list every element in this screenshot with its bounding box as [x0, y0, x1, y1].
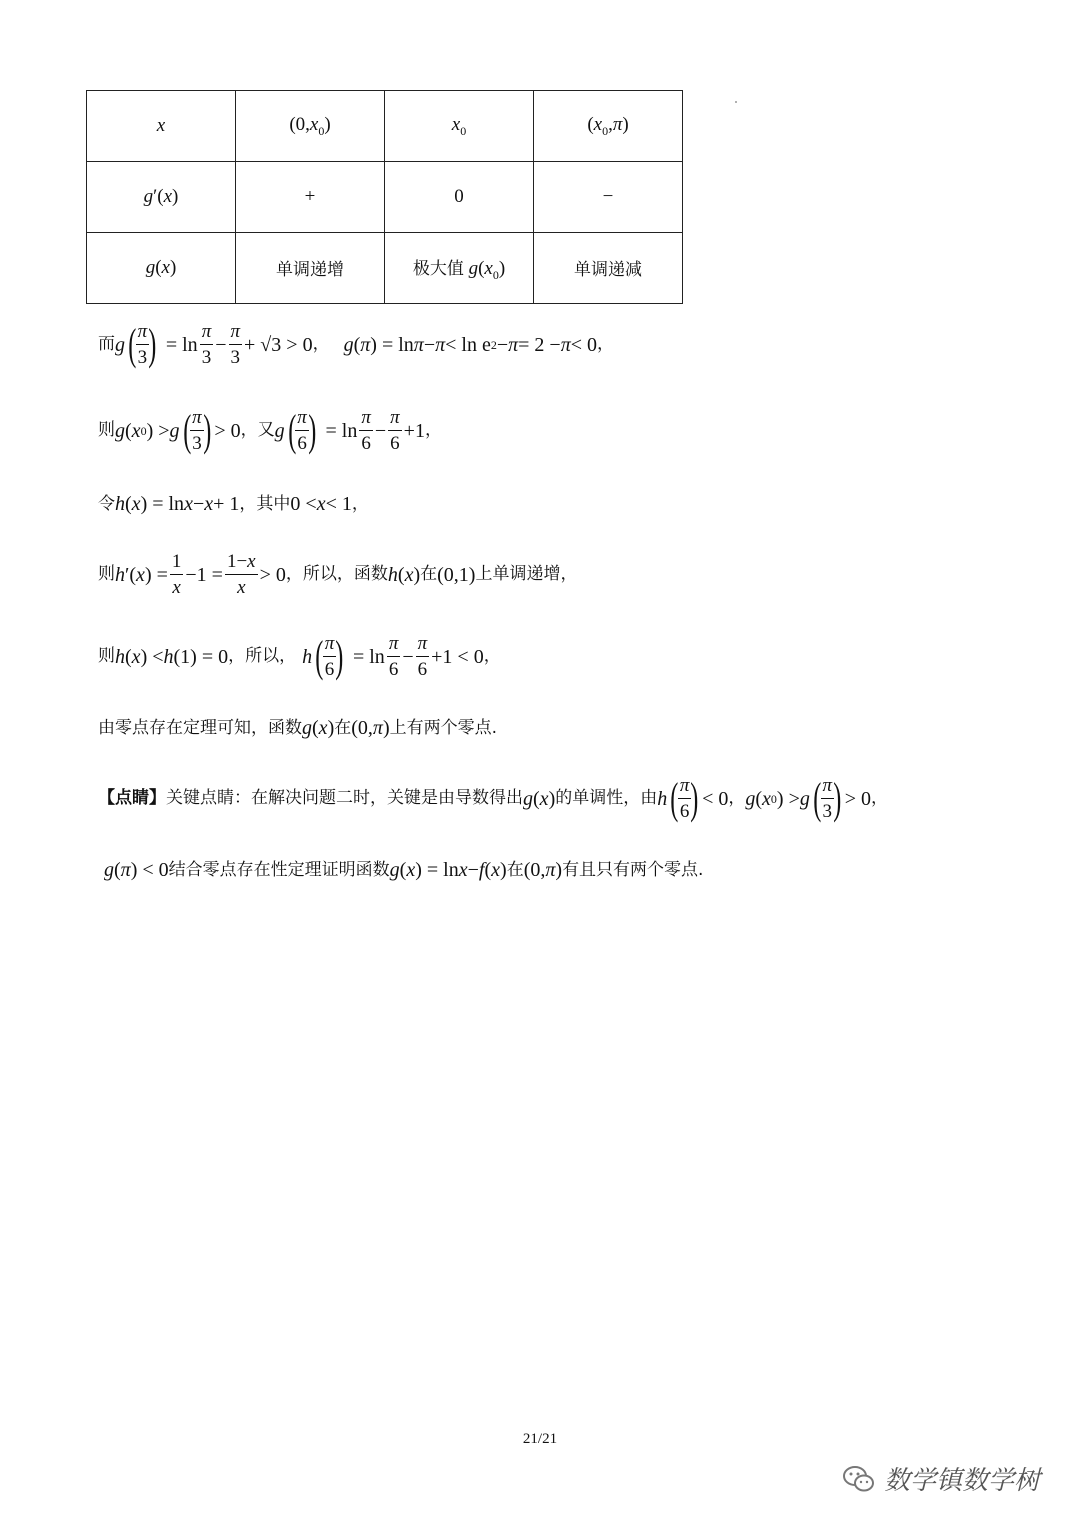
proof-line-2: 则 g ( x 0 ) > g ( $\frac{\pi}{3}$ ) > 0 ，又 g ( $\frac{\pi}{6}$ ) = ln $\frac{\pi}{6}$ − $\frac{\pi}{6}$ +1 ，: [98, 405, 442, 455]
decreasing-label: 单调递减: [574, 260, 642, 280]
table-row: [87, 233, 683, 304]
watermark-text: 数学镇数学树: [884, 1466, 1041, 1496]
table-cell: $x_0$: [385, 91, 534, 162]
page-number: 21/21: [522, 1431, 558, 1447]
proof-line-1: 而 g ( $\frac{\pi}{3}$ ) = ln $\frac{\pi}{3}$ − $\frac{\pi}{3}$ + √3 > 0 ， g ( π ) = ln π − π < ln e 2 − π = 2 − π < 0 ，: [98, 319, 615, 369]
proof-line-6: 由零点存在定理可知，函数 g ( x ) 在 (0, π ) 上有两个零点.: [98, 717, 498, 739]
increasing-label: 单调递增: [276, 260, 344, 280]
table-cell: g′(x): [87, 162, 236, 233]
proof-line-3: 令 h ( x ) = ln x − x + 1 ，其中 0 < x < 1 ，: [98, 493, 369, 515]
table-cell: $(x_0,\pi)$: [534, 91, 683, 162]
table-row: [87, 162, 683, 233]
table-cell: $(0,x_0)$: [236, 91, 385, 162]
table-cell: −: [534, 162, 683, 233]
speck: [735, 101, 737, 103]
maximum-label: 极大值: [412, 258, 464, 279]
proof-line-4: 则 h ′( x ) = $\frac{1}{x}$ −1 = $\frac{1-x}{x}$ > 0 ，所以，函数 h ( x ) 在 (0,1) 上单调递增，: [98, 551, 578, 598]
table-cell: g(x): [87, 233, 236, 304]
table-cell: 极大值 $g(x_0)$: [385, 233, 534, 304]
table-cell: x: [87, 91, 236, 162]
monotonicity-table: [86, 90, 683, 304]
table-cell: [236, 233, 385, 304]
table-cell: [534, 233, 683, 304]
remark-line-1: 【点睛】 关键点睛：在解决问题二时，关键是由导数得出 g ( x ) 的单调性，由 h ( $\frac{\pi}{6}$ ) < 0 ， g ( x 0 ) > g ( $\frac{\pi}{3}$ ) > 0 ，: [98, 773, 888, 823]
table-cell: +: [236, 162, 385, 233]
proof-line-5: 则 h ( x ) < h (1) = 0 ，所以， h ( $\frac{\pi}{6}$ ) = ln $\frac{\pi}{6}$ − $\frac{\pi}{6}$ +1 < 0 ，: [98, 631, 501, 681]
remark-line-2: g ( π ) < 0 结合零点存在性定理证明函数 g ( x ) = ln x − f ( x ) 在 (0, π ) 有且只有两个零点.: [104, 859, 704, 881]
table-cell: 0: [385, 162, 534, 233]
watermark: [842, 1460, 1040, 1497]
table-row: [87, 91, 683, 162]
wechat-icon: [842, 1464, 876, 1494]
